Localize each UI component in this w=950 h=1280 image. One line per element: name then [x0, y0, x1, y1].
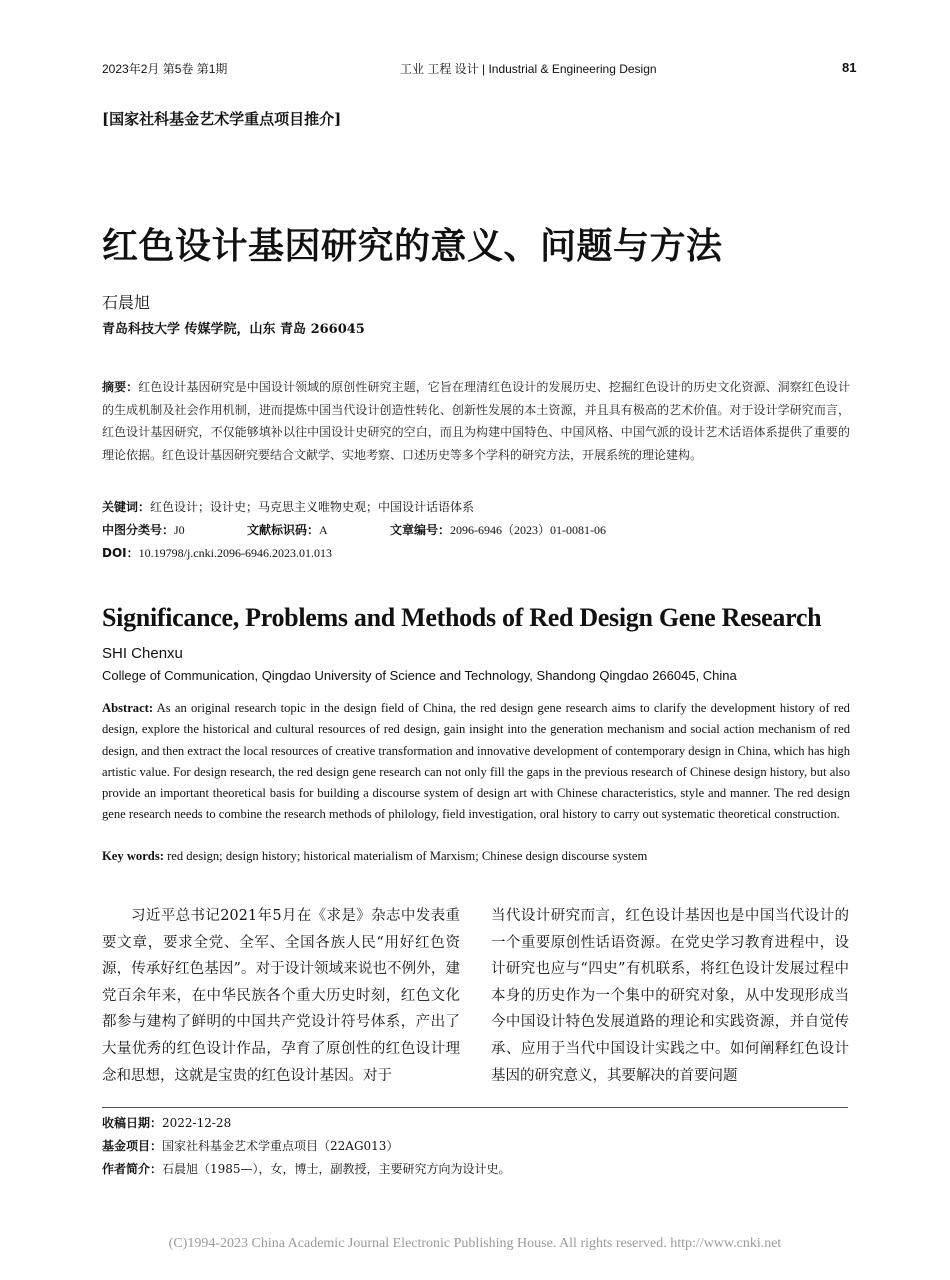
- author-bio-label: 作者简介：: [102, 1162, 163, 1176]
- author-english: SHI Chenxu: [102, 645, 183, 662]
- document-code: [247, 519, 328, 541]
- document-code-label: 文献标识码：: [247, 523, 320, 537]
- abstract-chinese-text: 红色设计基因研究是中国设计领域的原创性研究主题，它旨在理清红色设计的发展历史、挖掘红色设计的历史文化资源、洞察红色设计的生成机制及社会作用机制，进而提炼中国当代设计创造性转化、创新性发展的本土资源，并且具有极高的艺术价值。对于设计学研究而言，红色设计基因研究，不仅能够填补以往中国设计史研究的空白，而且为构建中国特色、中国风格、中国气派的设计艺术话语体系提供了重要的理论依据。红色设计基因研究要结合文献学、实地考察、口述历史等多个学科的研究方法，开展系统的理论建构。: [102, 380, 850, 462]
- fund-label: 基金项目：: [102, 1139, 163, 1153]
- received-value: 2022-12-28: [162, 1116, 232, 1130]
- abstract-english-label: Abstract:: [102, 701, 154, 715]
- author-bio-value: 石晨旭（1985—），女，博士，副教授，主要研究方向为设计史。: [162, 1162, 511, 1176]
- clc-label: 中图分类号：: [102, 523, 175, 537]
- article-number: [390, 519, 606, 541]
- abstract-english: [102, 698, 850, 826]
- keywords-english: [102, 846, 647, 867]
- column-tag: [国家社科基金艺术学重点项目推介]: [102, 110, 342, 128]
- footnote-author-bio: [102, 1159, 511, 1179]
- header-issue: 2023年2月 第5卷 第1期: [102, 62, 228, 76]
- clc-value: J0: [174, 523, 185, 537]
- article-number-label: 文章编号：: [390, 523, 451, 537]
- keywords-english-label: Key words:: [102, 849, 164, 863]
- footnote-divider: [102, 1107, 848, 1108]
- footnote-fund: [102, 1136, 398, 1156]
- footnote-received-date: [102, 1113, 231, 1133]
- article-number-value: 2096-6946（2023）01-0081-06: [450, 523, 607, 537]
- keywords-chinese: [102, 496, 474, 518]
- author-chinese: 石晨旭: [102, 293, 151, 312]
- abstract-chinese-label: 摘要：: [102, 380, 139, 394]
- clc-number: [102, 519, 185, 541]
- keywords-chinese-label: 关键词：: [102, 500, 151, 514]
- keywords-english-text: red design; design history; historical materialism of Marxism; Chinese design discourse system: [167, 849, 648, 863]
- body-text-left-column: 习近平总书记2021年5月在《求是》杂志中发表重要文章，要求全党、全军、全国各族人民“用好红色资源，传承好红色基因”。对于设计领域来说也不例外，建党百余年来，在中华民族各个重大历史时刻，红色文化都参与建构了鲜明的中国共产党设计符号体系，产出了大量优秀的红色设计作品，孕育了原创性的红色设计理念和思想，这就是宝贵的红色设计基因。对于: [102, 908, 460, 1084]
- doi-value: 10.19798/j.cnki.2096-6946.2023.01.013: [138, 546, 332, 560]
- fund-value: 国家社科基金艺术学重点项目（22AG013）: [162, 1139, 399, 1153]
- doi-label: DOI：: [102, 546, 139, 560]
- received-label: 收稿日期：: [102, 1116, 163, 1130]
- abstract-chinese: [102, 376, 850, 466]
- abstract-english-text: As an original research topic in the design field of China, the red design gene research aims to clarify the development history of red design, explore the historical and cultural resources of red design, gain insight into the generation mechanism and social action mechanism of red design, and then extract the local resources of creative transformation and innovative development of contemporary design in China, which has high artistic value. For design research, the red design gene research can not only fill the gaps in the previous research of Chinese design history, but also provide an important theoretical basis for building a discourse system of design art with Chinese characteristics, style and manner. The red design gene research needs to combine the research methods of philology, field investigation, oral history to carry out systematic theoretical construction.: [102, 701, 850, 822]
- affiliation-chinese: 青岛科技大学 传媒学院，山东 青岛 266045: [102, 322, 365, 337]
- keywords-chinese-text: 红色设计；设计史；马克思主义唯物史观；中国设计话语体系: [150, 500, 475, 514]
- doi: [102, 542, 332, 564]
- title-chinese: 红色设计基因研究的意义、问题与方法: [102, 225, 723, 267]
- document-code-value: A: [319, 523, 328, 537]
- title-english: Significance, Problems and Methods of Red Design Gene Research: [102, 603, 822, 632]
- affiliation-english: College of Communication, Qingdao University of Science and Technology, Shandong Qingdao 266045, China: [102, 668, 737, 683]
- header-journal: 工业 工程 设计 | Industrial & Engineering Design: [400, 62, 657, 76]
- body-text-right-column: 当代设计研究而言，红色设计基因也是中国当代设计的一个重要原创性话语资源。在党史学习教育进程中，设计研究也应与“四史”有机联系，将红色设计发展过程中本身的历史作为一个集中的研究对象，从中发现形成当今中国设计特色发展道路的理论和实践资源，并自觉传承、应用于当代中国设计实践之中。如何阐释红色设计基因的研究意义，其要解决的首要问题: [491, 908, 849, 1084]
- page-number: 81: [842, 60, 857, 75]
- copyright-notice: (C)1994-2023 China Academic Journal Electronic Publishing House. All rights reserved. http://www.cnki.net: [168, 1236, 782, 1251]
